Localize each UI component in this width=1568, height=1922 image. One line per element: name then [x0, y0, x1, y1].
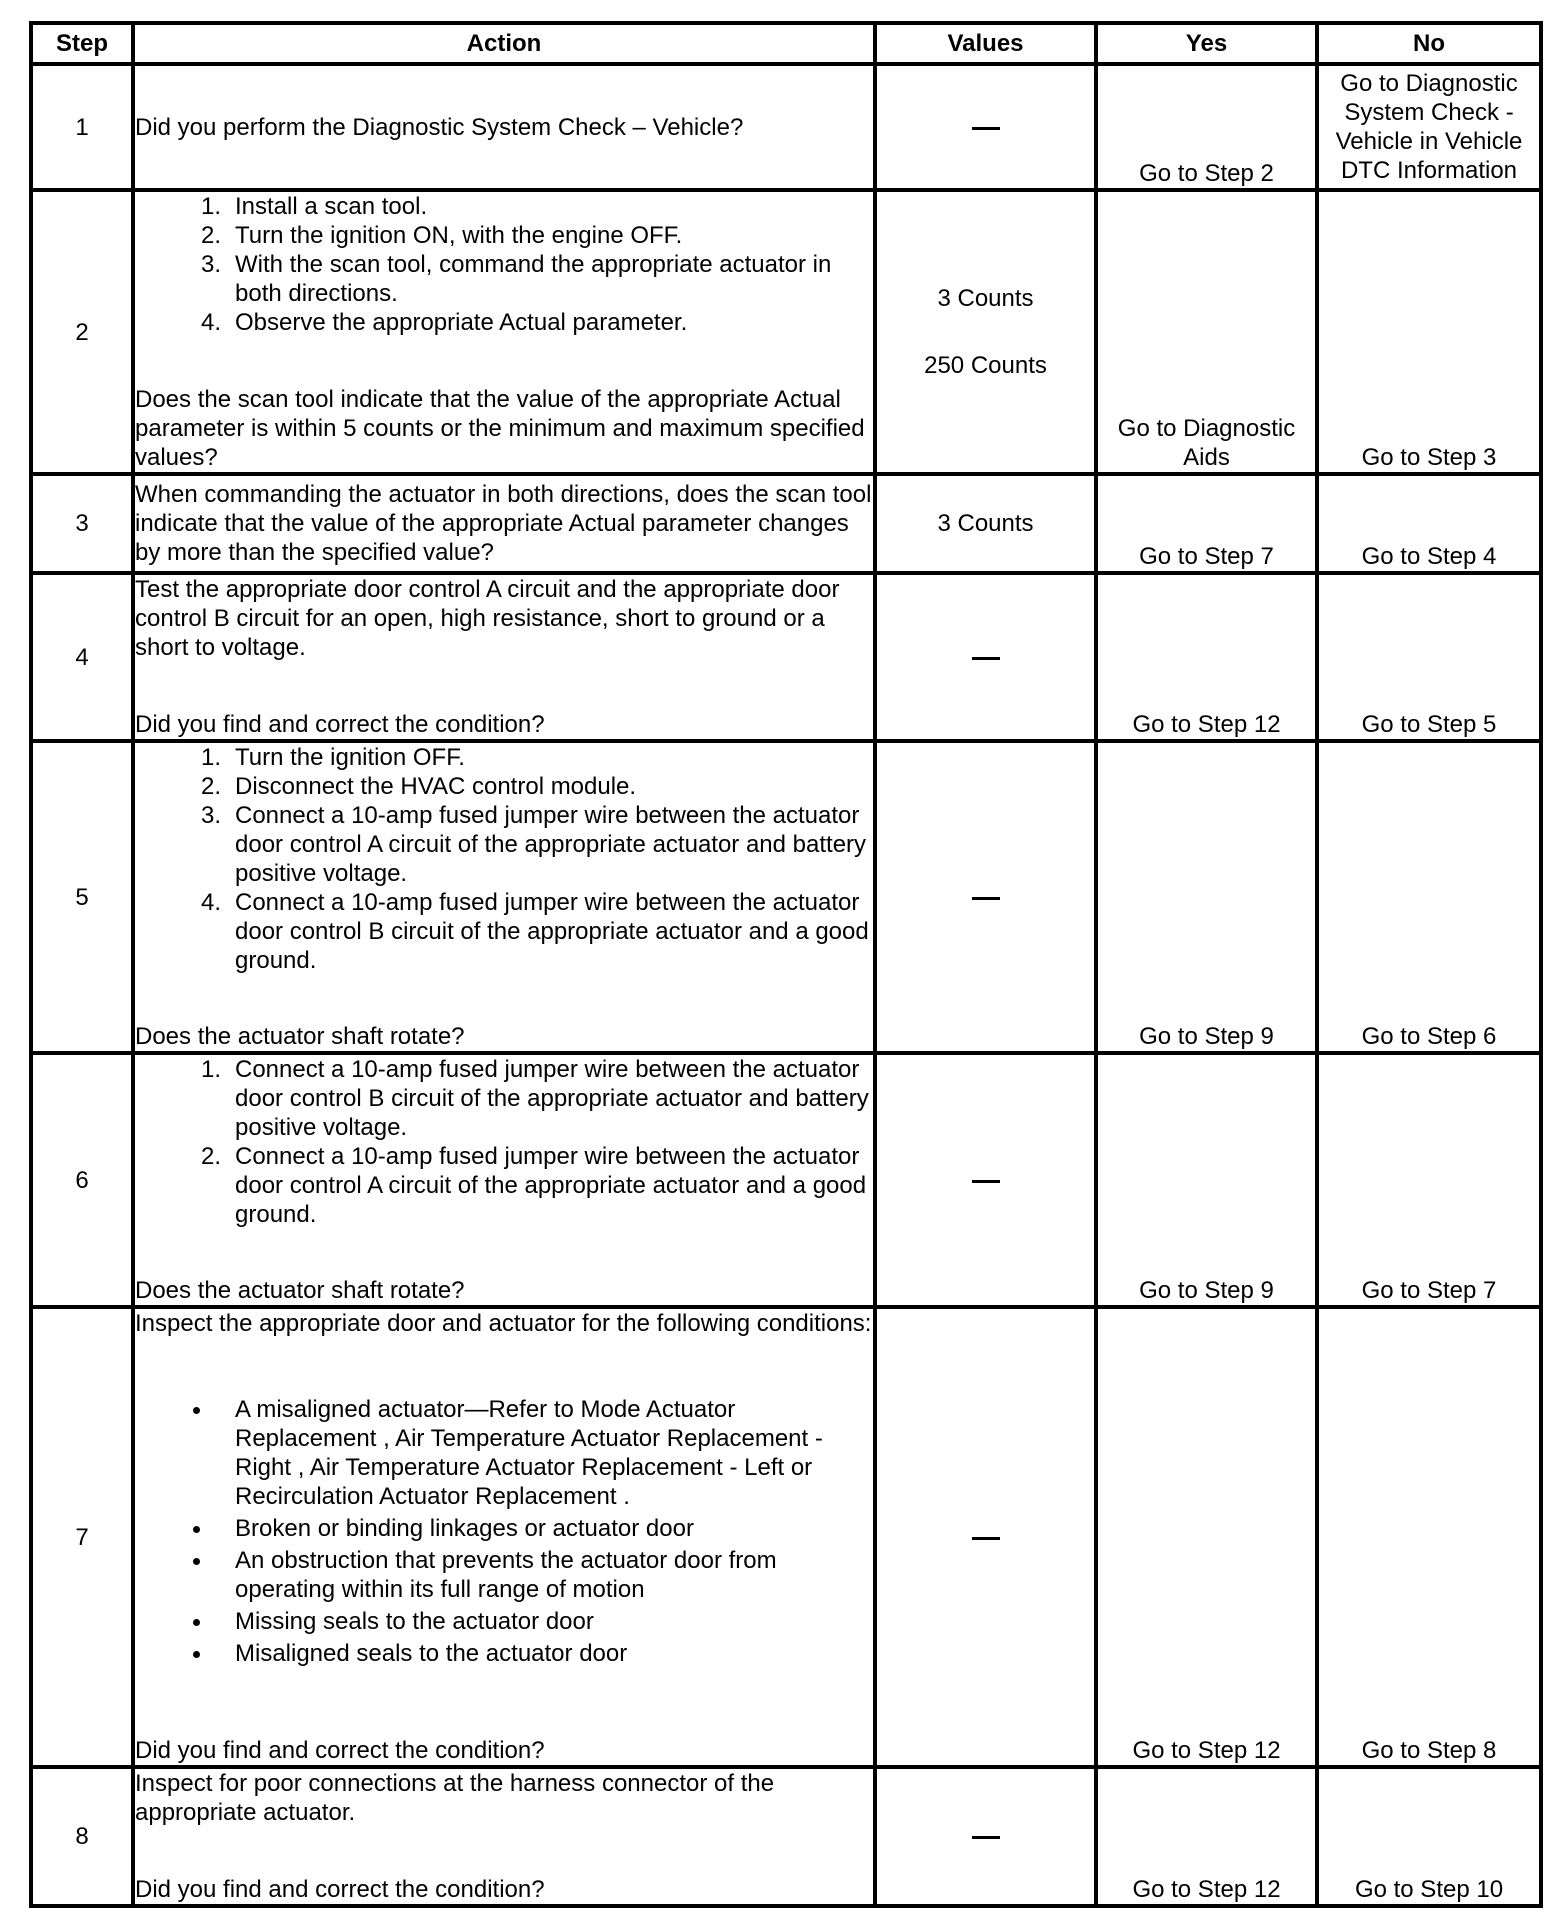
table-row — [31, 474, 1541, 573]
table-row — [31, 1307, 1541, 1767]
action-question: Did you find and correct the condition? — [135, 711, 545, 738]
step-number: 1 — [31, 64, 133, 190]
table-row — [31, 573, 1541, 741]
action-cell — [133, 573, 875, 741]
no-cell: Go to Step 8 — [1317, 1307, 1541, 1767]
action-cell — [133, 64, 875, 190]
list-item: 4. Connect a 10-amp fused jumper wire between the actuator door control B circuit of the appropriate actuator and a good ground. — [201, 889, 869, 974]
action-paragraph: Test the appropriate door control A circuit and the appropriate door control B circuit for an open, high resistance, short to ground or a short to voltage. — [135, 576, 840, 661]
action-paragraph: Inspect for poor connections at the harness connector of the appropriate actuator. — [135, 1770, 775, 1826]
action-question: Does the actuator shaft rotate? — [135, 1023, 465, 1050]
diagnostic-table — [29, 21, 1543, 1908]
list-item: 2. Connect a 10-amp fused jumper wire between the actuator door control A circuit of the appropriate actuator and a good ground. — [201, 1143, 867, 1228]
no-cell: Go to Diagnostic System Check - Vehicle in Vehicle DTC Information — [1317, 64, 1541, 190]
list-item: Misaligned seals to the actuator door — [135, 1639, 873, 1668]
action-cell — [133, 1307, 875, 1767]
table-row — [31, 741, 1541, 1053]
action-paragraph: Inspect the appropriate door and actuator for the following conditions: — [135, 1310, 872, 1337]
dash — [972, 897, 1000, 900]
yes-cell: Go to Step 2 — [1096, 64, 1317, 190]
list-item: 3. Connect a 10-amp fused jumper wire between the actuator door control A circuit of the appropriate actuator and battery positive voltage. — [201, 802, 867, 887]
dash — [972, 1537, 1000, 1540]
action-question: Did you perform the Diagnostic System Check – Vehicle? — [135, 113, 744, 141]
yes-cell: Go to Step 9 — [1096, 1053, 1317, 1307]
list-item: 1. Turn the ignition OFF. — [201, 744, 465, 771]
yes-cell: Go to Diagnostic Aids — [1096, 190, 1317, 474]
action-question: Did you find and correct the condition? — [135, 1737, 545, 1764]
values-cell — [875, 1053, 1096, 1307]
values-cell — [875, 1307, 1096, 1767]
action-list — [135, 743, 873, 975]
header-values: Values — [875, 23, 1096, 64]
yes-cell: Go to Step 12 — [1096, 1767, 1317, 1906]
table-row — [31, 64, 1541, 190]
dash — [972, 1180, 1000, 1183]
action-cell — [133, 474, 875, 573]
no-cell: Go to Step 6 — [1317, 741, 1541, 1053]
no-cell: Go to Step 7 — [1317, 1053, 1541, 1307]
action-question: Does the scan tool indicate that the value of the appropriate Actual parameter is within 5 counts or the minimum and maximum specified values? — [135, 386, 865, 471]
list-item: 2. Turn the ignition ON, with the engine OFF. — [201, 222, 683, 249]
value-max: 250 Counts — [924, 352, 1047, 379]
values-cell — [875, 741, 1096, 1053]
action-question: When commanding the actuator in both directions, does the scan tool indicate that the value of the appropriate Actual parameter changes by more than the specified value? — [135, 481, 872, 566]
values-cell — [875, 573, 1096, 741]
action-list — [135, 192, 873, 337]
step-number: 4 — [31, 573, 133, 741]
dash — [972, 657, 1000, 660]
values-cell — [875, 1767, 1096, 1906]
no-cell: Go to Step 5 — [1317, 573, 1541, 741]
header-no: No — [1317, 23, 1541, 64]
no-cell: Go to Step 4 — [1317, 474, 1541, 573]
list-item: Missing seals to the actuator door — [135, 1607, 873, 1636]
action-cell — [133, 190, 875, 474]
dash — [972, 1836, 1000, 1839]
table-row — [31, 190, 1541, 474]
values-cell — [875, 190, 1096, 474]
step-number: 8 — [31, 1767, 133, 1906]
step-number: 6 — [31, 1053, 133, 1307]
list-item: 1. Connect a 10-amp fused jumper wire between the actuator door control B circuit of the appropriate actuator and battery positive voltage. — [201, 1056, 869, 1141]
yes-cell: Go to Step 12 — [1096, 573, 1317, 741]
list-item: 4. Observe the appropriate Actual parameter. — [201, 309, 688, 336]
list-item: A misaligned actuator—Refer to Mode Actuator Replacement , Air Temperature Actuator Replacement - Right , Air Temperature Actuator Replacement - Left or Recirculation Actuator Replacement . — [135, 1395, 873, 1511]
yes-cell: Go to Step 9 — [1096, 741, 1317, 1053]
step-number: 7 — [31, 1307, 133, 1767]
header-step: Step — [31, 23, 133, 64]
table-row — [31, 1767, 1541, 1906]
action-cell — [133, 1053, 875, 1307]
header-action: Action — [133, 23, 875, 64]
value-min: 3 Counts — [937, 285, 1034, 312]
action-question: Did you find and correct the condition? — [135, 1876, 545, 1903]
action-list — [135, 1055, 873, 1229]
bullet-list — [135, 1395, 873, 1668]
step-number: 3 — [31, 474, 133, 573]
step-number: 2 — [31, 190, 133, 474]
list-item: Broken or binding linkages or actuator door — [135, 1514, 873, 1543]
values-cell — [875, 64, 1096, 190]
list-item: 1. Install a scan tool. — [201, 193, 428, 220]
dash — [972, 127, 1000, 130]
step-number: 5 — [31, 741, 133, 1053]
values-cell: 3 Counts — [875, 474, 1096, 573]
header-yes: Yes — [1096, 23, 1317, 64]
no-cell: Go to Step 3 — [1317, 190, 1541, 474]
header-row — [31, 23, 1541, 64]
no-cell: Go to Step 10 — [1317, 1767, 1541, 1906]
yes-cell: Go to Step 7 — [1096, 474, 1317, 573]
table-row — [31, 1053, 1541, 1307]
list-item: 2. Disconnect the HVAC control module. — [201, 773, 637, 800]
action-cell — [133, 741, 875, 1053]
yes-cell: Go to Step 12 — [1096, 1307, 1317, 1767]
list-item: 3. With the scan tool, command the appropriate actuator in both directions. — [201, 251, 832, 307]
action-cell — [133, 1767, 875, 1906]
action-question: Does the actuator shaft rotate? — [135, 1277, 465, 1304]
list-item: An obstruction that prevents the actuator door from operating within its full range of motion — [135, 1546, 873, 1604]
